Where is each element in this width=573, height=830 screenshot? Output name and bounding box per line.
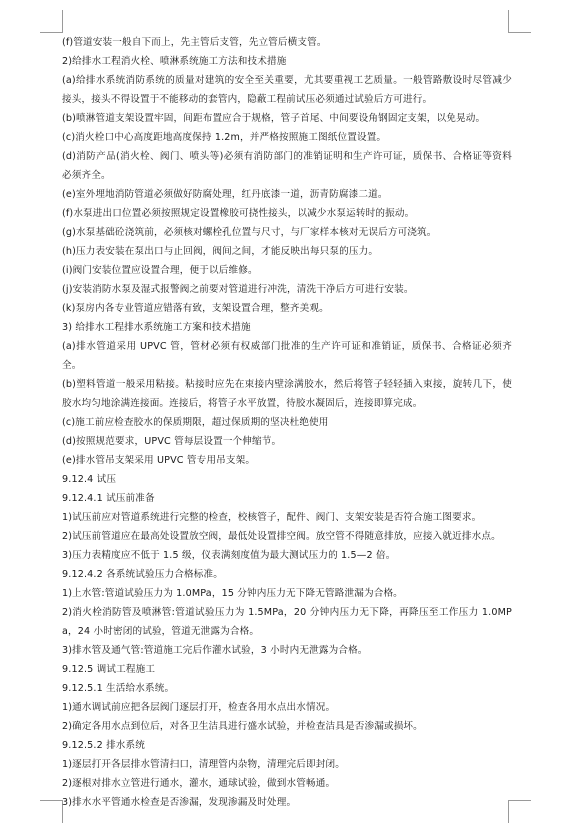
- paragraph-hydrant-sprinkler-test: 2)消火栓消防管及喷淋管:管道试验压力为 1.5MPa，20 分钟内压力无下降，再降压至工作压力 1.0MPa，24 小时密闭的试验，管道无泄露为合格。: [62, 607, 512, 637]
- paragraph-f-pipe-install-order: (f)管道安装一般自下而上，先主管后支管，先立管后横支管。: [62, 37, 327, 48]
- paragraph-b-plastic-bonding: (b)塑料管道一般采用粘接。粘接时应先在束接内壁涂满胶水，然后将管子轻轻插入束接，旋转几下，使胶水均匀地涂满连接面。连接后，将管子水平放置，待胶水凝固后，连接即算完成。: [62, 379, 512, 409]
- heading-9-12-4-pressure-test: 9.12.4 试压: [62, 474, 117, 485]
- paragraph-riser-ball-test: 2)逐根对排水立管进行通水，灌水，通球试验，做到水管畅通。: [62, 778, 336, 789]
- paragraph-c-hydrant-height: (c)消火栓口中心高度距地高度保持 1.2m，并严格按照施工图纸位置设置。: [62, 132, 387, 143]
- paragraph-e-hangers: (e)排水管吊支架采用 UPVC 管专用吊支架。: [62, 455, 256, 466]
- paragraph-test-inspection: 1)试压前应对管道系统进行完整的检查，校核管子，配件、阀门、支架安装是否符合施工图要求。: [62, 512, 482, 523]
- paragraph-i-valve-position: (i)阀门安装位置应设置合理，便于以后维修。: [62, 265, 258, 276]
- paragraph-b-sprinkler-supports: (b)喷淋管道支架设置牢固，间距布置应合于规格，管子首尾、中间要设角钢固定支架，以免晃动。: [62, 113, 486, 124]
- paragraph-g-pump-foundation: (g)水泵基础砼浇筑前，必须核对螺栓孔位置与尺寸，与厂家样本核对无误后方可浇筑。: [62, 227, 437, 238]
- paragraph-a-fire-system-quality: (a)给排水系统消防系统的质量对建筑的安全至关重要，尤其要重视工艺质量。一般管路敷设时尽管减少接头，接头不得设置于不能移动的套管内，隐蔽工程前试压必须通过试验后方可进行。: [62, 75, 512, 105]
- paragraph-test-vent-valves: 2)试压前管道应在最高处设置放空阀，最低处设置排空阀。放空管不得随意排放，应接入就近排水点。: [62, 531, 501, 542]
- paragraph-a-upvc-pipe: (a)排水管道采用 UPVC 管，管材必须有权威部门批准的生产许可证和准销证，质保书、合格证必须齐全。: [62, 341, 512, 371]
- heading-9-12-4-2-criteria: 9.12.4.2 各系统试验压力合格标准。: [62, 569, 223, 580]
- document-body: [62, 33, 512, 812]
- crop-mark-bottom-left: [40, 800, 63, 823]
- paragraph-gauge-accuracy: 3)压力表精度应不低于 1.5 级，仪表满刻度值为最大测试压力的 1.5—2 倍。: [62, 550, 396, 561]
- paragraph-open-valves: 1)通水调试前应把各层阀门逐层打开，检查各用水点出水情况。: [62, 702, 336, 713]
- paragraph-c-glue-shelf-life: (c)施工前应检查胶水的保质期限，超过保质期的坚决杜绝使用: [62, 417, 329, 428]
- heading-9-12-5-commissioning: 9.12.5 调试工程施工: [62, 664, 156, 675]
- paragraph-horizontal-leak-check: 3)排水水平管通水检查是否渗漏，发现渗漏及时处理。: [62, 797, 297, 808]
- paragraph-cleanouts: 1)逐层打开各层排水管清扫口，清理管内杂物，清理完后即封闭。: [62, 759, 345, 770]
- heading-9-12-5-1-domestic-water: 9.12.5.1 生活给水系统。: [62, 683, 175, 694]
- paragraph-water-supply-test: 1)上水管:管道试验压力为 1.0MPa，15 分钟内压力无下降无管路泄漏为合格。: [62, 588, 403, 599]
- heading-9-12-5-2-drainage: 9.12.5.2 排水系统: [62, 740, 146, 751]
- paragraph-drain-vent-test: 3)排水管及通气管:管道施工完后作灌水试验，3 小时内无泄露为合格。: [62, 645, 368, 656]
- heading-9-12-4-1-preparation: 9.12.4.1 试压前准备: [62, 493, 155, 504]
- crop-mark-top-left: [40, 10, 63, 33]
- paragraph-f-flexible-joints: (f)水泵进出口位置必须按照规定设置橡胶可挠性接头，以减少水泵运转时的振动。: [62, 208, 415, 219]
- paragraph-d-fire-product-certificates: (d)消防产品(消火栓、阀门、喷头等)必须有消防部门的准销证明和生产许可证，质保书、合格证等资料必须齐全。: [62, 151, 512, 181]
- paragraph-d-expansion-joint: (d)按照规范要求，UPVC 管每层设置一个伸缩节。: [62, 436, 282, 447]
- paragraph-j-flushing: (j)安装消防水泵及湿式报警阀之前要对管道进行冲洗，清洗干净后方可进行安装。: [62, 284, 414, 295]
- paragraph-fixture-fill-test: 2)确定各用水点到位后，对各卫生洁具进行盛水试验，并检查洁具是否渗漏或损坏。: [62, 721, 423, 732]
- paragraph-e-anticorrosion: (e)室外埋地消防管道必须做好防腐处理，红丹底漆一道，沥青防腐漆二道。: [62, 189, 388, 200]
- heading-drainage-methods: 3) 给排水工程排水系统施工方案和技术措施: [62, 322, 251, 333]
- heading-hydrant-sprinkler-methods: 2)给排水工程消火栓、喷淋系统施工方法和技术措施: [62, 56, 287, 67]
- paragraph-k-pump-room-layout: (k)泵房内各专业管道应错落有致，支架设置合理，整齐美观。: [62, 303, 329, 314]
- crop-mark-top-right: [508, 10, 531, 33]
- paragraph-h-pressure-gauge: (h)压力表安装在泵出口与止回阀，阀间之间，才能反映出每只泵的压力。: [62, 246, 379, 257]
